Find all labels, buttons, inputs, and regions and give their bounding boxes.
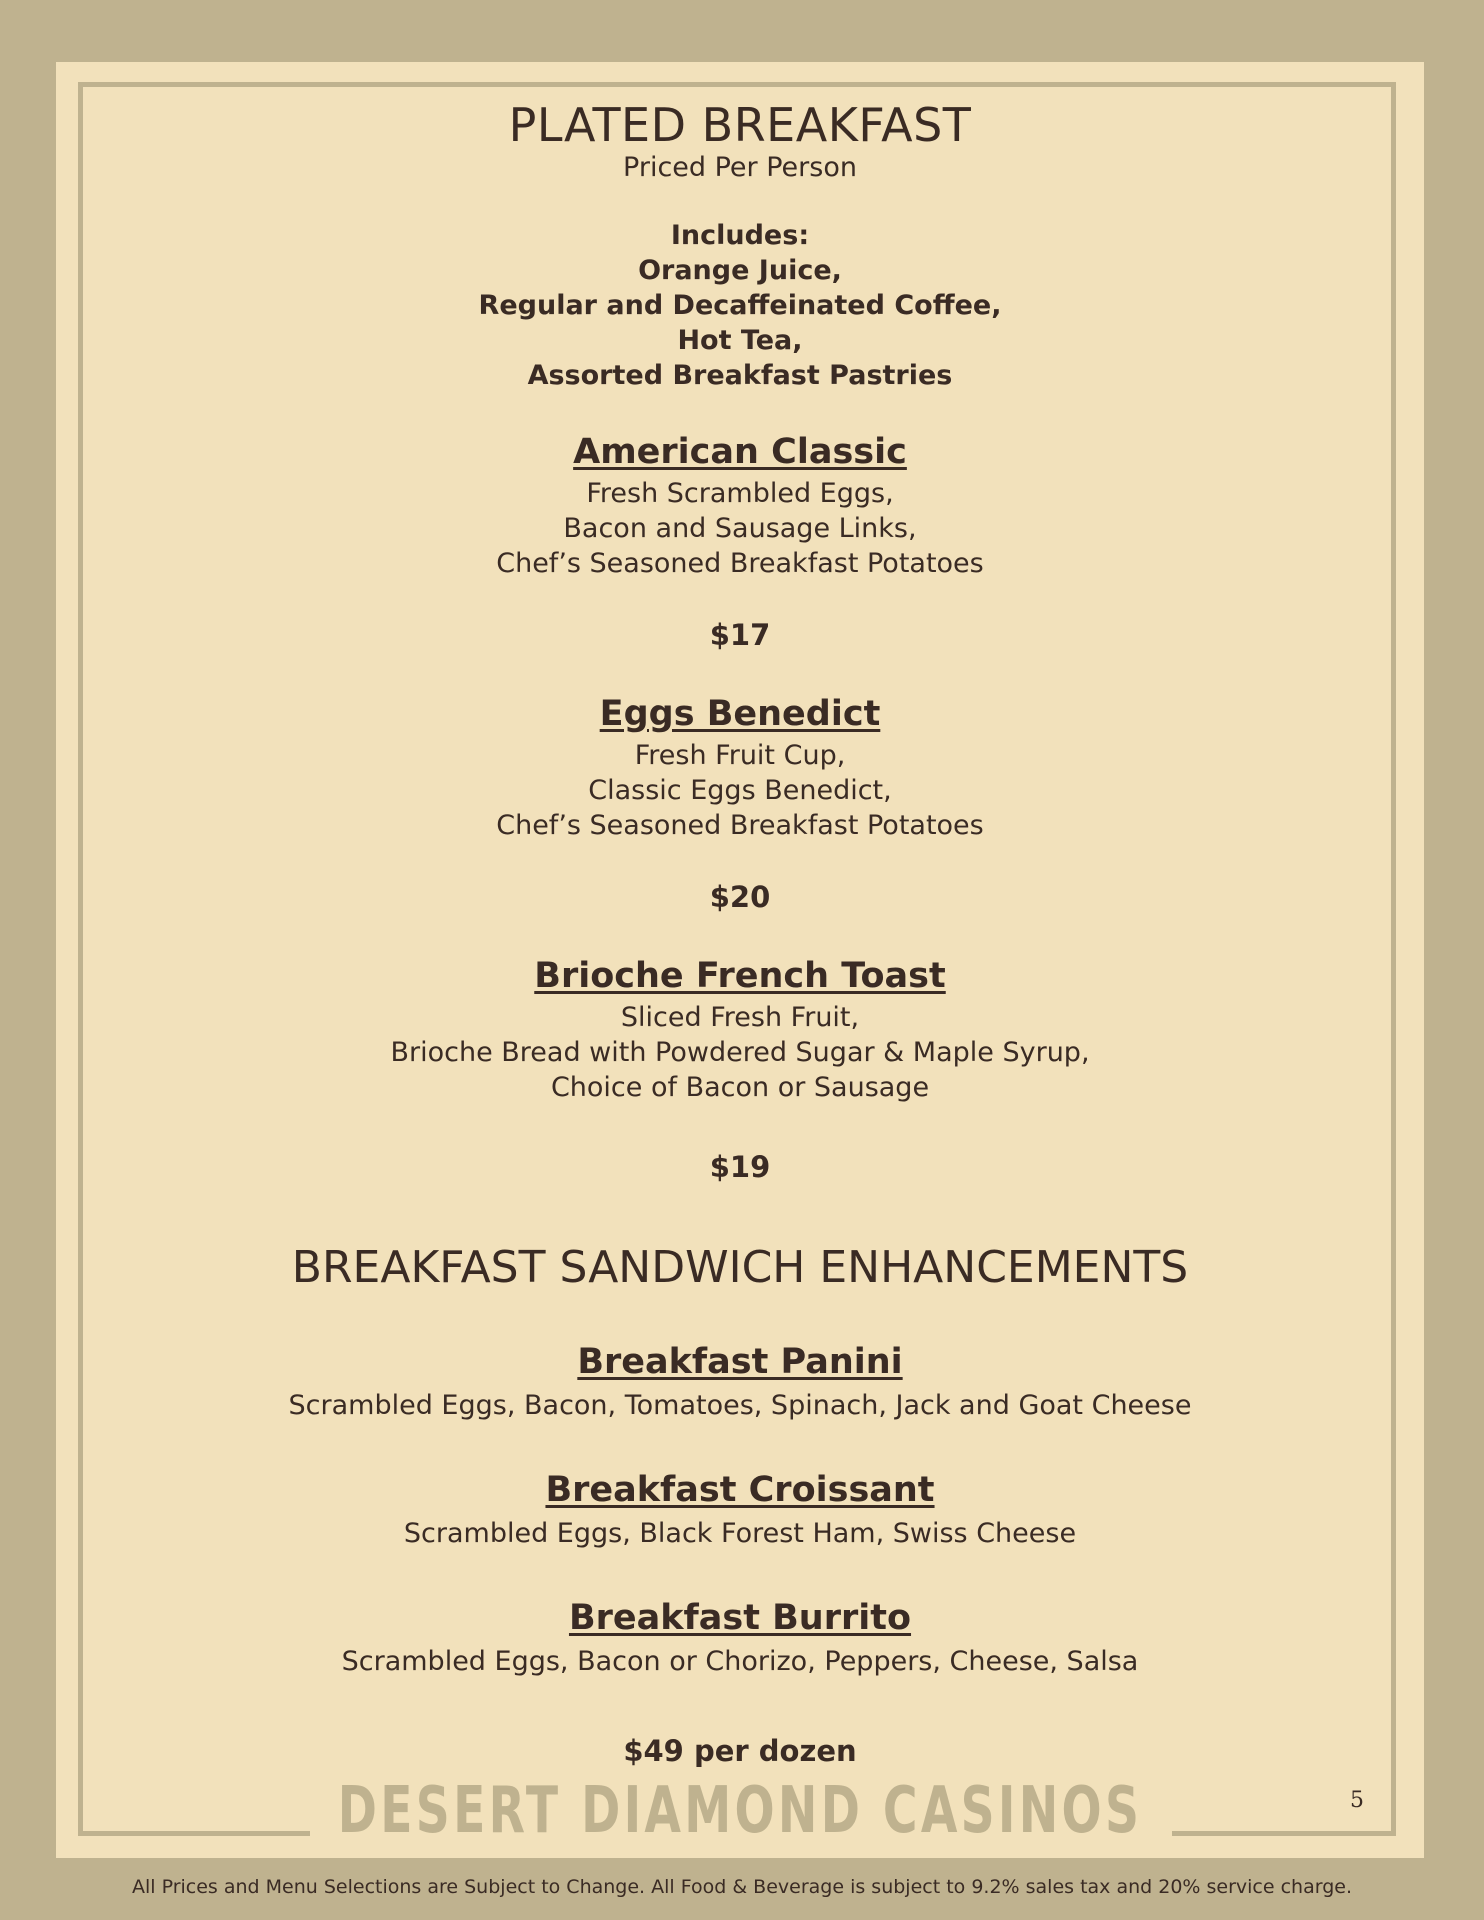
menu-item-description — [56, 476, 1424, 581]
menu-page — [56, 62, 1424, 1858]
includes-block — [56, 218, 1424, 393]
includes-item: Regular and Decaffeinated Coffee, — [478, 290, 1002, 321]
section-title: BREAKFAST SANDWICH ENHANCEMENTS — [291, 1242, 1189, 1293]
menu-item-price: $17 — [709, 618, 771, 652]
sandwich-name: Breakfast Croissant — [545, 1470, 935, 1510]
includes-item: Hot Tea, — [677, 325, 803, 356]
description-line: Bacon and Sausage Links, — [563, 513, 917, 544]
description-line: Sliced Fresh Fruit, — [620, 1002, 860, 1033]
sandwich-name: Breakfast Burrito — [568, 1598, 912, 1638]
sandwich-description: Scrambled Eggs, Bacon, Tomatoes, Spinach, Jack and Goat Cheese — [288, 1390, 1192, 1421]
page-title: PLATED BREAKFAST — [508, 98, 972, 152]
menu-item-price: $20 — [709, 880, 771, 914]
sandwich-description: Scrambled Eggs, Black Forest Ham, Swiss Cheese — [403, 1518, 1077, 1549]
sandwich-description: Scrambled Eggs, Bacon or Chorizo, Peppers, Cheese, Salsa — [341, 1646, 1139, 1677]
menu-item-name: Brioche French Toast — [534, 956, 946, 996]
includes-heading: Includes: — [670, 220, 810, 251]
sandwich-price: $49 per dozen — [623, 1734, 857, 1768]
description-line: Classic Eggs Benedict, — [588, 775, 892, 806]
sandwich-name: Breakfast Panini — [577, 1342, 903, 1382]
page-number: 5 — [1350, 1788, 1364, 1813]
description-line: Brioche Bread with Powdered Sugar & Maple Syrup, — [390, 1037, 1090, 1068]
description-line: Choice of Bacon or Sausage — [550, 1072, 930, 1103]
description-line: Chef’s Seasoned Breakfast Potatoes — [496, 810, 984, 841]
includes-item: Assorted Breakfast Pastries — [527, 360, 953, 391]
menu-item-description — [56, 1000, 1424, 1105]
description-line: Fresh Scrambled Eggs, — [586, 478, 894, 509]
description-line: Fresh Fruit Cup, — [634, 740, 846, 771]
menu-item-price: $19 — [709, 1150, 771, 1184]
menu-item-name: Eggs Benedict — [599, 694, 881, 734]
includes-item: Orange Juice, — [638, 255, 842, 286]
brand-logo-text: DESERT DIAMOND CASINOS — [337, 1774, 1143, 1848]
menu-item-name: American Classic — [573, 432, 907, 472]
description-line: Chef’s Seasoned Breakfast Potatoes — [496, 548, 984, 579]
footer-disclaimer: All Prices and Menu Selections are Subject to Change. All Food & Beverage is subject to 9.2% sales tax and 20% service charge. — [131, 1876, 1353, 1898]
page-subtitle: Priced Per Person — [623, 152, 857, 183]
menu-item-description — [56, 738, 1424, 843]
